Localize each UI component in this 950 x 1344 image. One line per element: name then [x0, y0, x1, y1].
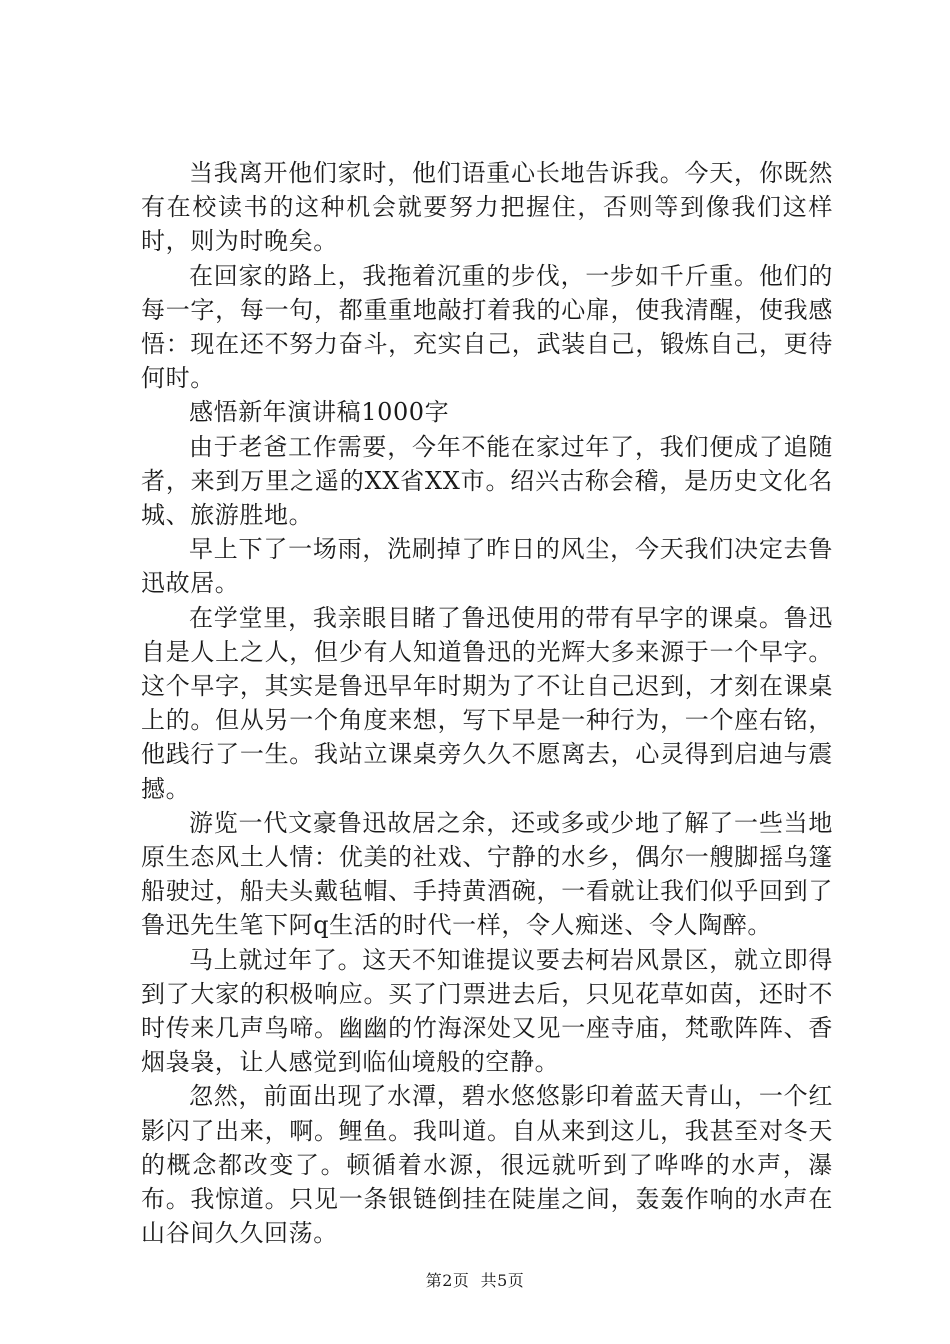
- paragraph: 早上下了一场雨，洗刷掉了昨日的风尘，今天我们决定去鲁迅故居。: [141, 535, 833, 598]
- paragraph: 游览一代文豪鲁迅故居之余，还或多或少地了解了一些当地原生态风土人情：优美的社戏、宁静的水乡，偶尔一艘脚摇乌篷船驶过，船夫头戴毡帽、手持黄酒碗，一看就让我们似乎回到了鲁迅先生笔下阿q生活的时代一样，令人痴迷、令人陶醉。: [141, 808, 833, 940]
- paragraph: 忽然，前面出现了水潭，碧水悠悠影印着蓝天青山，一个红影闪了出来，啊。鲤鱼。我叫道。自从来到这儿，我甚至对冬天的概念都改变了。顿循着水源，很远就听到了哗哗的水声，瀑布。我惊道。只见一条银链倒挂在陡崖之间，轰轰作响的水声在山谷间久久回荡。: [141, 1082, 833, 1248]
- paragraph: 在回家的路上，我拖着沉重的步伐，一步如千斤重。他们的每一字，每一句，都重重地敲打着我的心扉，使我清醒，使我感悟：现在还不努力奋斗，充实自己，武装自己，锻炼自己，更待何时。: [141, 261, 833, 393]
- page-number: 第2页 共5页: [425, 1271, 525, 1290]
- page-footer: [0, 1271, 950, 1291]
- section-heading: 感悟新年演讲稿1000字: [189, 398, 450, 427]
- paragraph: 马上就过年了。这天不知谁提议要去柯岩风景区，就立即得到了大家的积极响应。买了门票进去后，只见花草如茵，还时不时传来几声鸟啼。幽幽的竹海深处又见一座寺庙，梵歌阵阵、香烟袅袅，让人感觉到临仙境般的空静。: [141, 945, 833, 1077]
- paragraph: 当我离开他们家时，他们语重心长地告诉我。今天，你既然有在校读书的这种机会就要努力把握住，否则等到像我们这样时，则为时晚矣。: [141, 159, 833, 256]
- paragraph: 在学堂里，我亲眼目睹了鲁迅使用的带有早字的课桌。鲁迅自是人上之人，但少有人知道鲁迅的光辉大多来源于一个早字。这个早字，其实是鲁迅早年时期为了不让自己迟到，才刻在课桌上的。但从另一个角度来想，写下早是一种行为，一个座右铭，他践行了一生。我站立课桌旁久久不愿离去，心灵得到启迪与震撼。: [141, 603, 833, 803]
- document-body: [141, 156, 833, 1251]
- paragraph: 由于老爸工作需要，今年不能在家过年了，我们便成了追随者，来到万里之遥的XX省XX市。绍兴古称会稽，是历史文化名城、旅游胜地。: [141, 432, 833, 530]
